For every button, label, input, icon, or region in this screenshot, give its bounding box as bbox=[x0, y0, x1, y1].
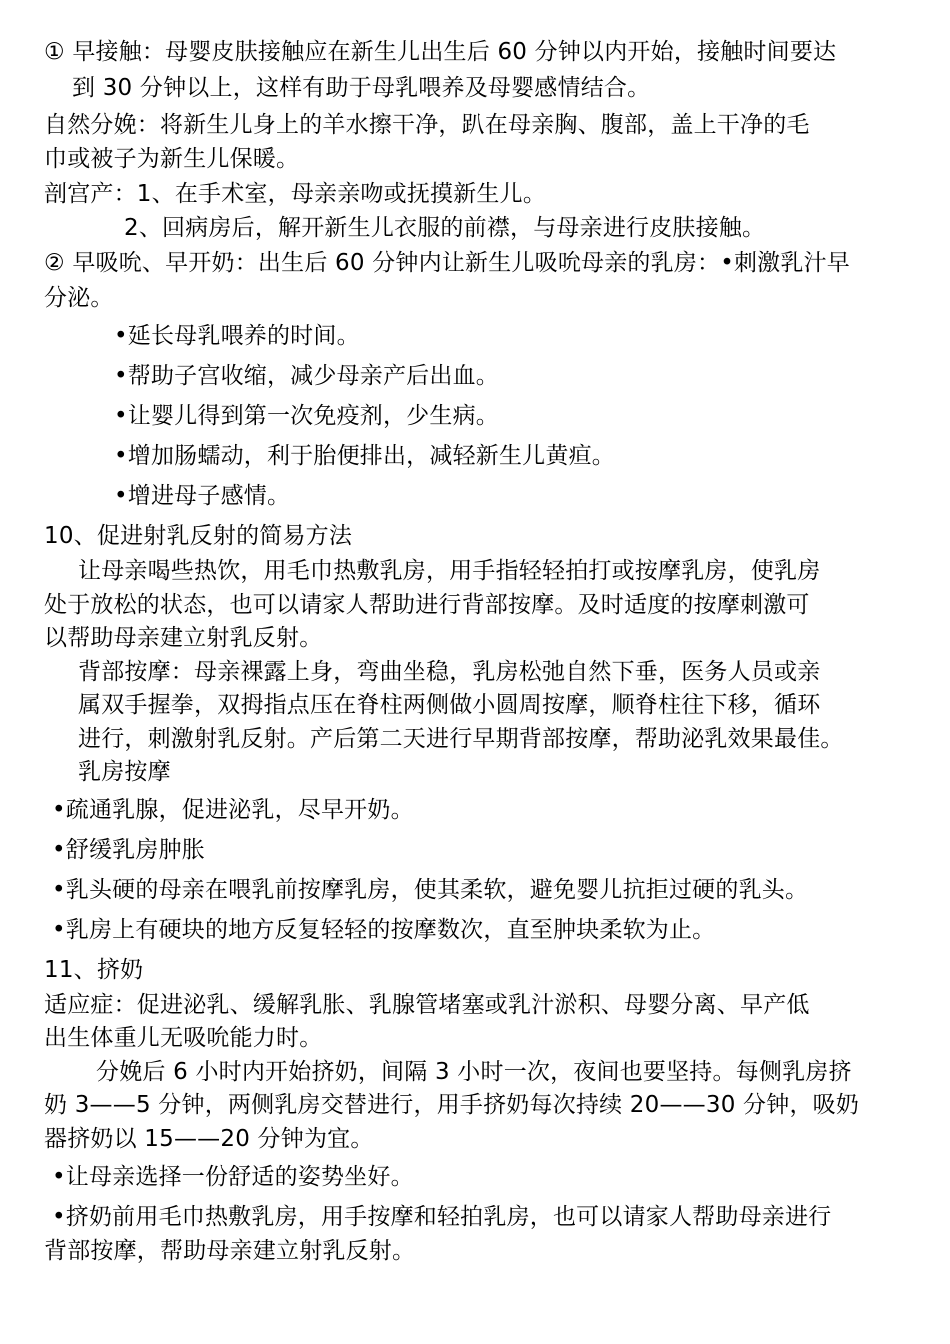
list-item: •延长母乳喂养的时间。 bbox=[114, 323, 360, 349]
section-heading: 11、挤奶 bbox=[44, 957, 144, 983]
text-line: 剖宫产：1、在手术室，母亲亲吻或抚摸新生儿。 bbox=[44, 181, 547, 207]
section-heading: 10、促进射乳反射的简易方法 bbox=[44, 523, 353, 549]
list-item: •乳头硬的母亲在喂乳前按摩乳房，使其柔软，避免婴儿抗拒过硬的乳头。 bbox=[52, 877, 809, 903]
list-item: •疏通乳腺，促进泌乳，尽早开奶。 bbox=[52, 797, 414, 823]
list-item: •增加肠蠕动，利于胎便排出，减轻新生儿黄疸。 bbox=[114, 443, 615, 469]
text-line: 适应症：促进泌乳、缓解乳胀、乳腺管堵塞或乳汁淤积、母婴分离、早产低 bbox=[44, 992, 810, 1018]
text-line: 背部按摩：母亲裸露上身，弯曲坐稳，乳房松弛自然下垂，医务人员或亲 bbox=[78, 659, 821, 685]
subheading: 乳房按摩 bbox=[78, 759, 171, 785]
text-line: ① 早接触：母婴皮肤接触应在新生儿出生后 60 分钟以内开始，接触时间要达 bbox=[44, 39, 837, 65]
text-line: 奶 3——5 分钟，两侧乳房交替进行，用手挤奶每次持续 20——30 分钟，吸奶 bbox=[44, 1092, 860, 1118]
list-item: •挤奶前用毛巾热敷乳房，用手按摩和轻拍乳房，也可以请家人帮助母亲进行 bbox=[52, 1204, 832, 1230]
text-line: 自然分娩：将新生儿身上的羊水擦干净，趴在母亲胸、腹部，盖上干净的毛 bbox=[44, 112, 810, 138]
text-line: 出生体重儿无吸吮能力时。 bbox=[44, 1025, 323, 1051]
text-line: 让母亲喝些热饮，用毛巾热敷乳房，用手指轻轻拍打或按摩乳房，使乳房 bbox=[78, 558, 821, 584]
list-item: •让母亲选择一份舒适的姿势坐好。 bbox=[52, 1164, 414, 1190]
text-line: ② 早吸吮、早开奶：出生后 60 分钟内让新生儿吸吮母亲的乳房：•刺激乳汁早 bbox=[44, 250, 850, 276]
text-line: 分娩后 6 小时内开始挤奶，间隔 3 小时一次，夜间也要坚持。每侧乳房挤 bbox=[96, 1059, 852, 1085]
list-item: •让婴儿得到第一次免疫剂，少生病。 bbox=[114, 403, 499, 429]
text-line: 分泌。 bbox=[44, 285, 114, 311]
text-line: 器挤奶以 15——20 分钟为宜。 bbox=[44, 1126, 374, 1152]
list-item: •乳房上有硬块的地方反复轻轻的按摩数次，直至肿块柔软为止。 bbox=[52, 917, 716, 943]
text-line: 处于放松的状态，也可以请家人帮助进行背部按摩。及时适度的按摩刺激可 bbox=[44, 592, 810, 618]
text-line: 巾或被子为新生儿保暖。 bbox=[44, 146, 300, 172]
text-line: 背部按摩，帮助母亲建立射乳反射。 bbox=[44, 1238, 416, 1264]
text-line: 属双手握拳，双拇指点压在脊柱两侧做小圆周按摩，顺脊柱往下移，循环 bbox=[78, 692, 821, 718]
text-line: 以帮助母亲建立射乳反射。 bbox=[44, 625, 323, 651]
text-line: 2、回病房后，解开新生儿衣服的前襟，与母亲进行皮肤接触。 bbox=[124, 215, 766, 241]
list-item: •舒缓乳房肿胀 bbox=[52, 837, 205, 863]
text-line: 到 30 分钟以上，这样有助于母乳喂养及母婴感情结合。 bbox=[72, 75, 651, 101]
text-line: 进行，刺激射乳反射。产后第二天进行早期背部按摩，帮助泌乳效果最佳。 bbox=[78, 726, 844, 752]
list-item: •帮助子宫收缩，减少母亲产后出血。 bbox=[114, 363, 499, 389]
list-item: •增进母子感情。 bbox=[114, 483, 291, 509]
